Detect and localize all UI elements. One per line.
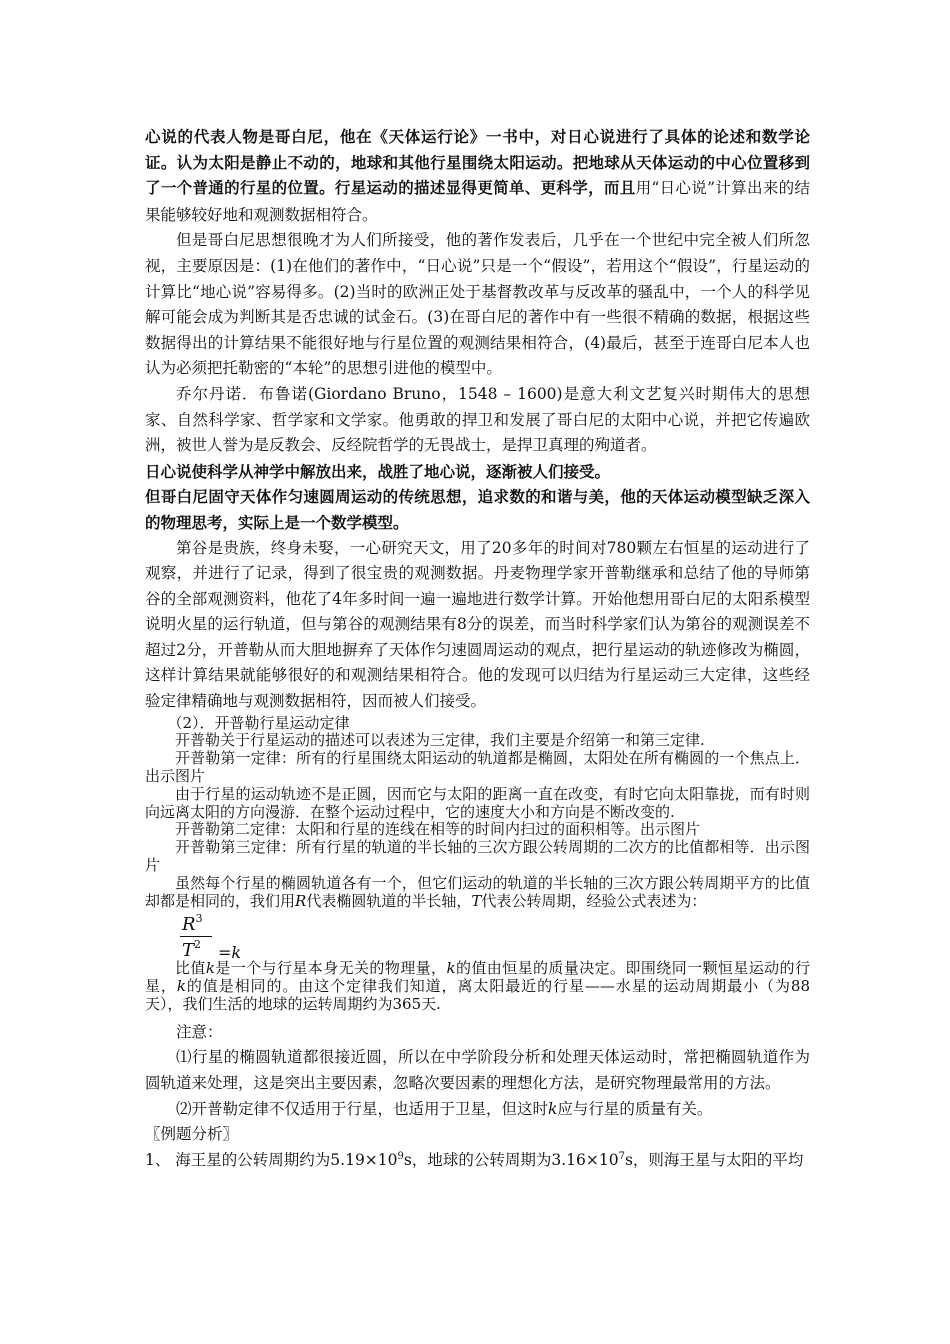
paragraph-tycho-kepler: 第谷是贵族，终身未娶，一心研究天文，用了20多年的时间对780颗左右恒星的运动进行了观察，并进行了记录，得到了很宝贵的观测数据。丹麦物理学家开普勒继承和总结了他的导师第谷的全部观测资料，他花了4年多时间一遍一遍地进行数学计算。开始他想用哥白尼的太阳系模型说明火星的运行轨道，但与第谷的观测结果有8分的误差，而当时科学家们认为第谷的观测误差不超过2分，开普勒从而大胆地摒弃了天体作匀速圆周运动的观点，把行星运动的轨迹修改为椭圆，这样计算结果就能够很好的和观测结果相符合。他的发现可以归结为行星运动三大定律，这些经验定律精确地与观测数据相符，因而被人们接受。	[145, 538, 810, 711]
paragraph-k-value: 比值k是一个与行星本身无关的物理量，k的值由恒星的质量决定。即围绕同一颗恒星运动的行星，k的值是相同的。由这个定律我们知道，离太阳最近的行星——水星的运动周期最小（为88天），我们生活的地球的运转周期约为365天.	[145, 959, 810, 1014]
paragraph-bruno: 乔尔丹诺．布鲁诺(Giordano Bruno，1548 – 1600)是意大利文艺复兴时期伟大的思想家、自然科学家、哲学家和文学家。他勇敢的捍卫和发展了哥白尼的太阳中心说，并把它传遍欧洲，被世人誉为是反教会、反经院哲学的无畏战士，是捍卫真理的殉道者。	[145, 384, 810, 455]
note-1: ⑴行星的椭圆轨道都很接近圆，所以在中学阶段分析和处理天体运动时，常把椭圆轨道作为圆轨道来处理，这是突出主要因素，忽略次要因素的理想化方法，是研究物理最常用的方法。	[145, 1048, 810, 1092]
paragraph-liberation: 日心说使科学从神学中解放出来，战胜了地心说，逐渐被人们接受。	[145, 461, 611, 481]
paragraph-orbit-distance: 由于行星的运动轨迹不是正圆，因而它与太阳的距离一直在改变，有时它向太阳靠拢，而有时则向远离太阳的方向漫游．在整个运动过程中，它的速度大小和方向是不断改变的.	[145, 784, 810, 821]
paragraph-math-model: 但哥白尼固守天体作匀速圆周运动的传统思想，追求数的和谐与美，他的天体运动模型缺乏深入的物理思考，实际上是一个数学模型。	[145, 487, 810, 532]
note-2: ⑵开普勒定律不仅适用于行星，也适用于卫星，但这时k应与行星的质量有关。	[176, 1099, 713, 1118]
example-heading: 〖例题分析〗	[145, 1125, 239, 1144]
text-bold-part: 心说的代表人物是哥白尼，他在《天体运行论》一书中，对日心说进行了具体的论述和数学论证。认为太阳是静止不动的，地球和其他行星围绕太阳运动。把地球从天体运动的中心位置移到了一个普通的行星的位置。行星运动的描述显得更简单、更科学，而且	[145, 127, 810, 198]
document-page	[145, 124, 810, 1173]
section-heading-kepler-laws: （2）．开普勒行星运动定律	[167, 713, 350, 732]
note-title: 注意：	[176, 1022, 223, 1041]
paragraph-reasons: 但是哥白尼思想很晚才为人们所接受，他的著作发表后，几乎在一个世纪中完全被人们所忽视，主要原因是：(1)在他们的著作中，“日心说”只是一个“假设”，若用这个“假设”，行星运动的计算比“地心说”容易得多。(2)当时的欧洲正处于基督教改革与反改革的骚乱中，一个人的科学见解可能会成为判断其是否忠诚的试金石。(3)在哥白尼的著作中有一些很不精确的数据，根据这些数据得出的计算结果不能很好地与行星位置的观测结果相符合，(4)最后，甚至于连哥白尼本人也认为必须把托勒密的“本轮”的思想引进他的模型中。	[145, 231, 810, 378]
paragraph-kepler-third-law: 开普勒第三定律：所有行星的轨道的半长轴的三次方跟公转周期的二次方的比值都相等．出示图片	[145, 838, 810, 875]
paragraph-heliocentric	[145, 124, 810, 228]
fraction-bar	[180, 936, 212, 937]
example-question-1: 1、 海王星的公转周期约为$5.19\times 10^9s$，地球的公转周期为$3.16\times 10^7s$，则海王星与太阳的平均	[145, 1150, 804, 1169]
paragraph-kepler-second-law: 开普勒第二定律：太阳和行星的连线在相等的时间内扫过的面积相等。出示图片	[175, 820, 701, 839]
paragraph-kepler-first-law: 开普勒第一定律：所有的行星围绕太阳运动的轨道都是椭圆，太阳处在所有椭圆的一个焦点上．出示图片	[145, 749, 810, 786]
kepler-formula	[180, 910, 810, 963]
paragraph-kepler-intro: 开普勒关于行星运动的描述可以表述为三定律，我们主要是介绍第一和第三定律.	[175, 731, 705, 750]
formula-numerator: $R^3$	[182, 912, 203, 936]
text-normal-part: 用“日心说”计算出来的结果能够较好地和观测数据相符合。	[145, 179, 810, 224]
formula-rhs: =k	[218, 943, 242, 963]
formula-denominator: $T^2$	[182, 938, 202, 962]
paragraph-ratio-statement: 虽然每个行星的椭圆轨道各有一个，但它们运动的轨道的半长轴的三次方跟公转周期平方的比值却都是相同的，我们用R代表椭圆轨道的半长轴，T代表公转周期，经验公式表述为：	[145, 873, 810, 910]
